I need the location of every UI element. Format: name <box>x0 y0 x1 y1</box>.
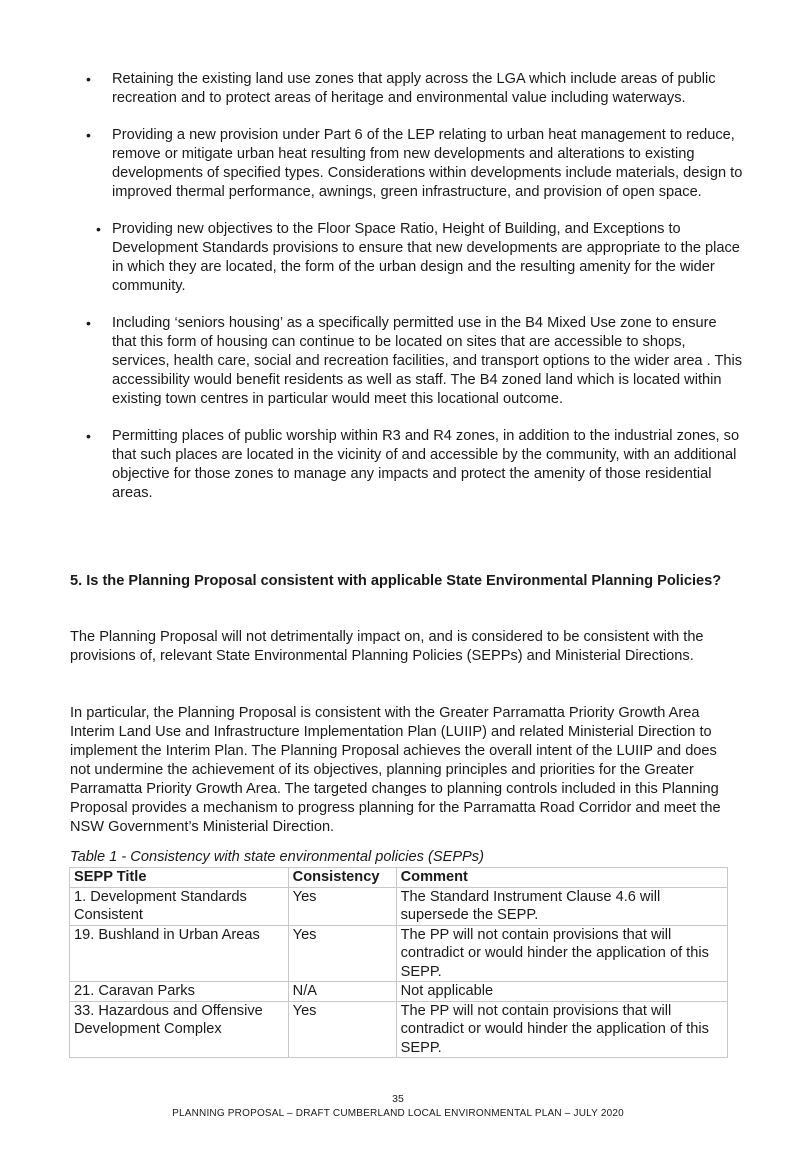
bullet-icon: • <box>86 71 91 87</box>
bullet-icon: • <box>96 221 101 237</box>
sepp-consistency-table <box>69 867 728 1058</box>
bullet-icon: • <box>86 127 91 143</box>
table-row <box>70 982 728 1002</box>
bullet-text: Providing new objectives to the Floor Space Ratio, Height of Building, and Exceptions to Development Standards provisions to ensure that new developments are appropriate to the place in which they are located, the form of the urban design and the resulting amenity for the wider community. <box>112 221 740 294</box>
header-sepp-title: SEPP Title <box>70 868 289 888</box>
table-caption: Table 1 - Consistency with state environmental policies (SEPPs) <box>70 849 484 865</box>
bullet-list <box>84 70 744 521</box>
list-item <box>84 70 744 108</box>
paragraph-consistency: The Planning Proposal will not detrimentally impact on, and is considered to be consistent with the provisions of, relevant State Environmental Planning Policies (SEPPs) and Ministerial Directions. <box>70 629 704 664</box>
footer-title: PLANNING PROPOSAL – DRAFT CUMBERLAND LOCAL ENVIRONMENTAL PLAN – JULY 2020 <box>172 1108 624 1119</box>
cell-comment: The PP will not contain provisions that will contradict or would hinder the application of this SEPP. <box>396 1001 727 1058</box>
list-item <box>84 314 744 409</box>
bullet-text: Including ‘seniors housing’ as a specifically permitted use in the B4 Mixed Use zone to ensure that this form of housing can continue to be located on sites that are accessible to shops, services, health care, social and recreation facilities, and transport options to the wider area . This accessibility would benefit residents as well as staff. The B4 zoned land which is located within existing town centres in particular would meet this locational outcome. <box>112 315 743 407</box>
header-consistency: Consistency <box>288 868 396 888</box>
cell-consistency: Yes <box>288 1001 396 1058</box>
table-row <box>70 887 728 925</box>
page-number: 35 <box>392 1093 404 1105</box>
bullet-icon: • <box>86 428 91 444</box>
cell-sepp-title: 33. Hazardous and Offensive Development Complex <box>70 1001 289 1058</box>
list-item <box>84 126 744 202</box>
header-comment: Comment <box>396 868 727 888</box>
list-item <box>84 427 744 503</box>
cell-sepp-title: 19. Bushland in Urban Areas <box>70 925 289 982</box>
bullet-text: Permitting places of public worship within R3 and R4 zones, in addition to the industrial zones, so that such places are located in the vicinity of and accessible by the community, with an additional objective for those zones to manage any impacts and protect the amenity of those residential areas. <box>112 428 740 501</box>
cell-sepp-title: 1. Development Standards Consistent <box>70 887 289 925</box>
table-row <box>70 925 728 982</box>
cell-consistency: N/A <box>288 982 396 1002</box>
cell-comment: Not applicable <box>396 982 727 1002</box>
section-heading: 5. Is the Planning Proposal consistent with applicable State Environmental Planning Policies? <box>70 573 722 589</box>
bullet-text: Retaining the existing land use zones that apply across the LGA which include areas of public recreation and to protect areas of heritage and environmental value including waterways. <box>112 71 716 106</box>
cell-comment: The PP will not contain provisions that will contradict or would hinder the application of this SEPP. <box>396 925 727 982</box>
bullet-icon: • <box>86 315 91 331</box>
paragraph-luiip: In particular, the Planning Proposal is consistent with the Greater Parramatta Priority Growth Area Interim Land Use and Infrastructure Implementation Plan (LUIIP) and related Ministerial Direction to implement the Interim Plan. The Planning Proposal achieves the overall intent of the LUIIP and does not undermine the achievement of its objectives, planning principles and priorities for the Greater Parramatta Priority Growth Area. The targeted changes to planning controls included in this Planning Proposal provides a mechanism to progress planning for the Parramatta Road Corridor and meet the NSW Government’s Ministerial Direction. <box>70 705 721 835</box>
table-row <box>70 1001 728 1058</box>
bullet-text: Providing a new provision under Part 6 of the LEP relating to urban heat management to reduce, remove or mitigate urban heat resulting from new developments and alterations to existing developments of specified types. Considerations within developments include materials, design to improved thermal performance, awnings, green infrastructure, and provision of open space. <box>112 127 743 200</box>
cell-sepp-title: 21. Caravan Parks <box>70 982 289 1002</box>
table-header-row <box>70 868 728 888</box>
cell-comment: The Standard Instrument Clause 4.6 will supersede the SEPP. <box>396 887 727 925</box>
cell-consistency: Yes <box>288 887 396 925</box>
list-item <box>84 220 744 296</box>
cell-consistency: Yes <box>288 925 396 982</box>
